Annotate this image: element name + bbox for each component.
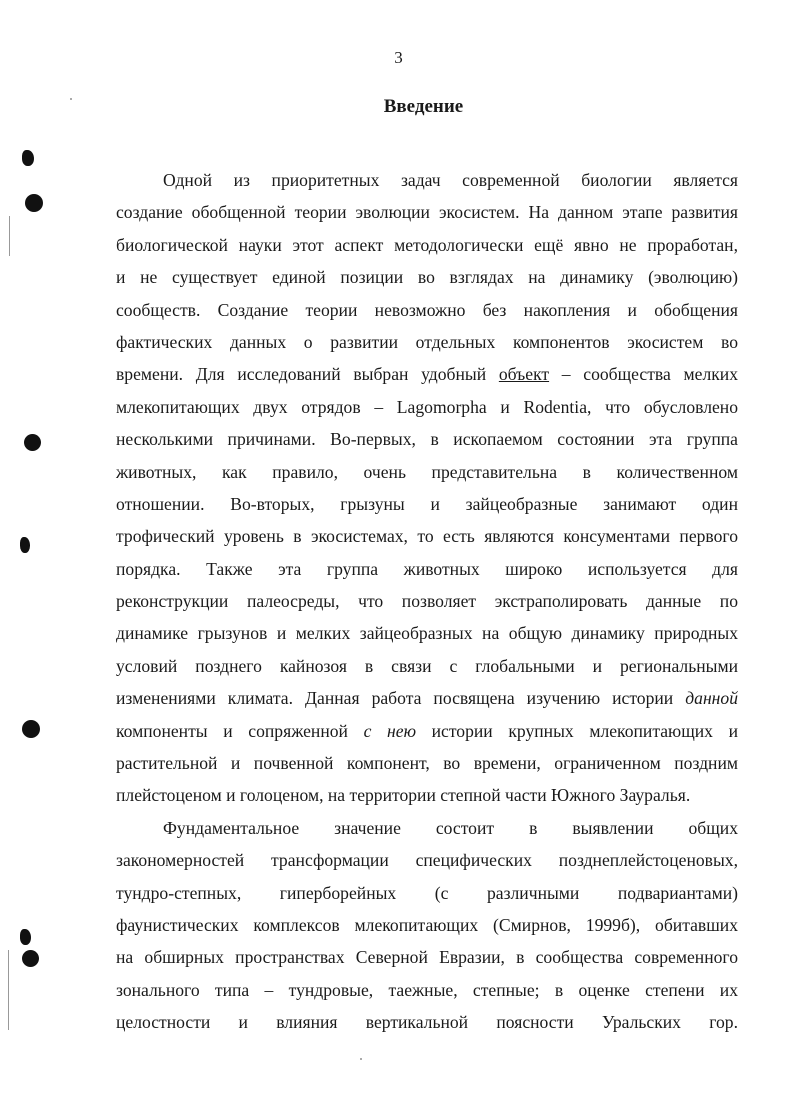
- page-title: Введение: [383, 96, 464, 117]
- text-line: создание обобщенной теории эволюции экосистем. На данном этапе развития: [116, 202, 738, 223]
- text-line: тундро-степных, гиперборейных (с различными подвариантами): [116, 882, 738, 903]
- text-line: животных, как правило, очень представительна в количественном: [116, 461, 738, 482]
- text-segment: времени. Для исследований выбран удобный: [116, 364, 499, 385]
- text-line: целостности и влияния вертикальной поясности Уральских гор.: [116, 1012, 738, 1033]
- text-line: несколькими причинами. Во-первых, в ископаемом состоянии эта группа: [116, 429, 738, 450]
- text-segment: – сообщества мелких: [549, 364, 738, 385]
- text-line: фаунистических комплексов млекопитающих (Смирнов, 1999б), обитавших: [116, 914, 738, 935]
- text-line: растительной и почвенной компонент, во времени, ограниченном поздним: [116, 753, 738, 774]
- scan-speck: [70, 98, 72, 100]
- punch-hole-mark: [22, 720, 40, 738]
- text-line: сообществ. Создание теории невозможно без накопления и обобщения: [116, 299, 738, 320]
- text-line: на обширных пространствах Северной Евразии, в сообщества современного: [116, 947, 738, 968]
- punch-hole-mark: [20, 929, 31, 945]
- punch-hole-mark: [22, 150, 34, 166]
- text-line: плейстоценом и голоценом, на территории степной части Южного Зауралья.: [116, 785, 691, 806]
- text-line: биологической науки этот аспект методологически ещё явно не проработан,: [116, 234, 738, 255]
- text-line: [116, 358, 738, 390]
- body-text: [116, 164, 738, 1039]
- text-line: фактических данных о развитии отдельных компонентов экосистем во: [116, 331, 738, 352]
- paragraph-2: [116, 812, 738, 1039]
- text-line: Фундаментальное значение состоит в выявлении общих: [163, 817, 738, 838]
- text-line: зонального типа – тундровые, таежные, степные; в оценке степени их: [116, 979, 738, 1000]
- text-line: условий позднего кайнозоя в связи с глобальными и региональными: [116, 655, 738, 676]
- italic-term: данной: [685, 688, 738, 709]
- text-line: млекопитающих двух отрядов – Lagomorpha и Rodentia, что обусловлено: [116, 396, 738, 417]
- text-line: и не существует единой позиции во взглядах на динамику (эволюцию): [116, 267, 738, 288]
- text-line: реконструкции палеосреды, что позволяет экстраполировать данные по: [116, 591, 738, 612]
- underlined-term: объект: [498, 364, 550, 385]
- text-line: отношении. Во-вторых, грызуны и зайцеобразные занимают один: [116, 493, 738, 514]
- scan-edge-line: [9, 216, 10, 256]
- punch-hole-mark: [25, 194, 43, 212]
- text-line: динамике грызунов и мелких зайцеобразных на общую динамику природных: [116, 623, 738, 644]
- paragraph-1: [116, 164, 738, 812]
- punch-hole-mark: [20, 537, 30, 553]
- text-line: Одной из приоритетных задач современной биологии является: [163, 170, 738, 190]
- text-line: трофический уровень в экосистемах, то есть являются консументами первого: [116, 526, 738, 547]
- text-line: [116, 682, 738, 714]
- text-line: закономерностей трансформации специфических позднеплейстоценовых,: [116, 850, 738, 871]
- scan-edge-line: [8, 950, 9, 1030]
- punch-hole-mark: [22, 950, 39, 967]
- text-line: порядка. Также эта группа животных широко используется для: [116, 558, 738, 579]
- italic-term: с нею: [363, 720, 416, 741]
- scan-speck: [360, 1058, 362, 1060]
- text-segment: изменениями климата. Данная работа посвящена изучению истории: [116, 688, 686, 709]
- text-segment: компоненты и сопряженной: [116, 720, 364, 741]
- text-segment: истории крупных млекопитающих и: [415, 720, 738, 741]
- page-number: 3: [394, 48, 403, 67]
- text-line: [116, 715, 738, 747]
- punch-hole-mark: [24, 434, 41, 451]
